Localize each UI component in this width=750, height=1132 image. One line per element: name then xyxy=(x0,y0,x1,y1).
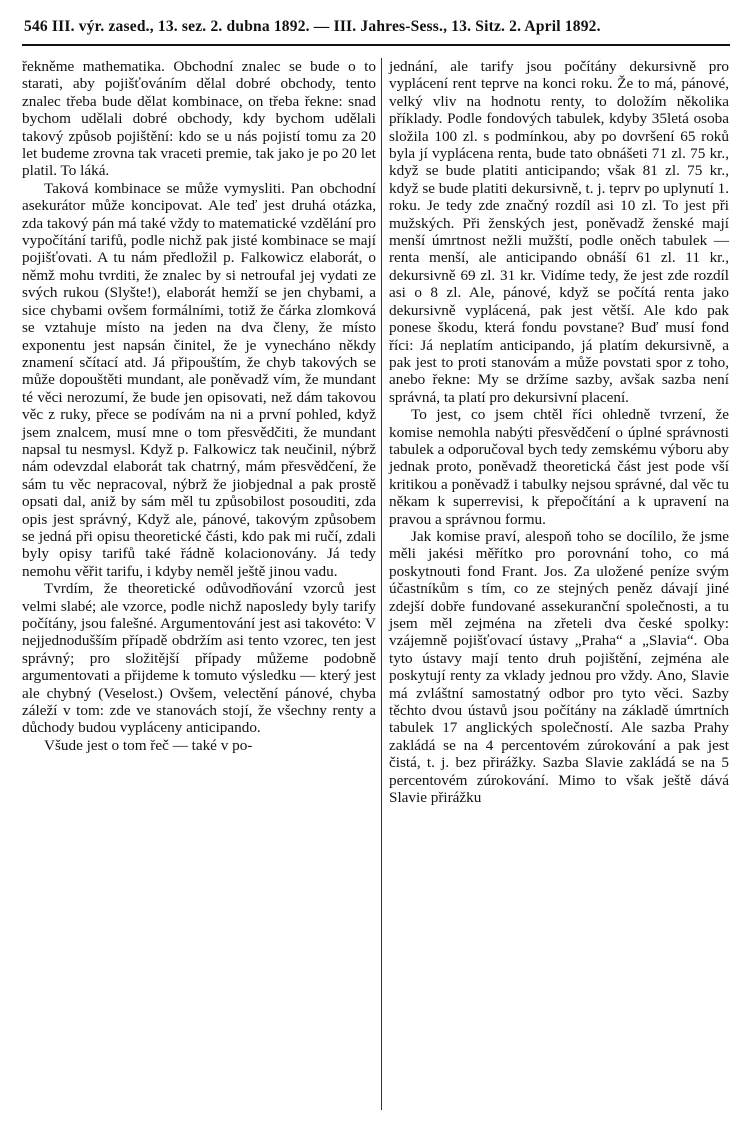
paragraph: Všude jest o tom řeč — také v po- xyxy=(44,736,253,754)
paragraph: Jak komise praví, alespoň toho se docílilo, že jsme měli jakési měřítko pro porovnání toho, co má poskytnouti fond Frant. Jos. Za uložené peníze svým účastníkům s tím, co ze stejných peněz dávají jiné zdejší dobře fundované assekuranční společnosti, a tu jsem měl zejména na zřeteli dva české spolky: vzájemně pojišťovací ústavy „Praha“ a „Slavia“. Oba tyto ústavy mají tento druh pojištění, zejména ale poskytují renty za vklady jednou pro vždy. Ano, Slavie má zvláštní samostatný odbor pro tyto věci. Sazby těchto dvou ústavů jsou počítány na základě úmrtních tabulek 17 anglických společností. Ale sazba Prahy zakládá se na 4 percentovém zúrokování a pak jest čistá, t. j. bez přirážky. Sazba Slavie zakládá se na 5 percentovém zúrokování. Mimo to však ještě dává Slavie přirážku xyxy=(389,527,729,807)
paragraph: jednání, ale tarify jsou počítány dekursivně pro vyplácení rent teprve na konci roku. Že to má, pánové, velký vliv na hodnotu renty, to doložím několika příklady. Podle fondových tabulek, kdyby 35letá osoba složila 100 zl. s podmínkou, aby po dovršení 65 roků byla jí vyplácena renta, bude tato obnášeti 71 zl. 75 kr., když se bude platiti anticipando; však 81 zl. 75 kr., když se bude platiti dekursivně, t. j. teprv po uplynutí 1. roku. Je tedy zde značný rozdíl asi 10 zl. To jest při mužských. Při ženských jest, poněvadž ženské mají menší úmrtnost nežli mužští, podle oněch tabulek — renta menší, ale anticipando obnáší 61 zl. 11 kr., dekursivně 69 zl. 31 kr. Vidíme tedy, že jest zde rozdíl asi o 8 zl. Ale, pánové, když se počítá renta jako dekursivně vyplácená, pak jest větší. Ale kdo pak ponese škodu, která fondu povstane? Buď musí fond říci: Já neplatím anticipando, já platím dekursivně, a pak jest to proti stanovám a může povstati spor z toho, anebo řekne: My se držíme sazby, avšak sazba není správná, ta platí pro dekursivní placení. xyxy=(389,58,729,406)
page-header: 546 III. výr. zased., 13. sez. 2. dubna 1892. — III. Jahres-Sess., 13. Sitz. 2. April 1892. xyxy=(24,18,601,35)
right-column xyxy=(389,58,729,806)
paragraph: řekněme mathematika. Obchodní znalec se bude o to starati, aby pojišťováním dělal dobré obchody, tento znalec třeba bude dělat kombinace, on třeba řekne: snad bychom udělali dobré obchody, kdy bychom udělali takový způsob pojištění: kdo se u nás pojistí tomu za 20 let budeme zrovna tak vraceti premie, tak jako je po 20 let platil. To láká. xyxy=(22,58,376,180)
column-divider xyxy=(381,58,382,1110)
paragraph: To jest, co jsem chtěl říci ohledně tvrzení, že komise nemohla nabýti přesvědčení o úplné správnosti tabulek a odporučoval bych tedy zemskému výboru aby jednak proto, poněvadž theoretická část jest pode vší kritikou a poněvadž i tabulky nejsou správné, dal věc tu někam k superrevisi, k přepočítání a k upravení na pravou a správnou formu. xyxy=(389,406,729,528)
left-column xyxy=(22,58,376,754)
header-rule xyxy=(22,44,730,46)
paragraph: Tvrdím, že theoretické odůvodňování vzorců jest velmi slabé; ale vzorce, podle nichž naposledy byly tarify počítány, jsou falešné. Argumentování jest asi takovéto: V nejjednodušším případě obdržím asi tento vzorec, ten jest správný; pro složitější případy můžeme podobně argumentovati a přijdeme k tomuto výsledku — který jest ale chybný (Veselost.) Ovšem, velectění pánové, chyba záleží v tom: zde ve stanovách stojí, že všechny renty a důchody budou vypláceny anticipando. xyxy=(22,580,376,737)
paragraph: Taková kombinace se může vymysliti. Pan obchodní asekurátor může koncipovat. Ale teď jest druhá otázka, zda takový pán má také vždy to matematické vzdělání pro vypočítání tarifů, podle nichž pak jisté kombinace se mají pojišťovati. A tu nám předložil p. Falkowicz elaborát, o němž mohu tvrditi, že znalec by si netroufal jej vydati ze svých rukou (Slyšte!), elaborát hemží se jen chybami, a sice chybami ovšem formálními, totiž že čárka zlomková se vztahuje místo na jeden na dva členy, že místo exponentu jest napsán činitel, že je vynecháno někdy znamení sčítací atd. Já připouštím, že chyb takových se může dopouštěti mundant, ale poněvadž vím, že mundant té věci nerozumí, že bude jen opisovati, než dám takovou věc z ruky, přece se podívám na ni a první pohled, když jsem znalcem, musí mne o tom přesvědčiti, že mundant napsal tu nesmysl. Když p. Falkowicz tak neučinil, nýbrž nám odevzdal elaborát tak chatrný, mám přesvědčení, že sám tu věc nepracoval, nýbrž že jiobjednal a pak prostě opsati dal, aniž by sám měl tu způsobilost posouditi, zda opis jest správný, Když ale, pánové, takovým způsobem se jedná při opisu theoretické části, kdo pak mi ručí, zdali byly opisy tarifů také řádně kolacionovány. Já tedy nemohu věřit tarifu, i kdyby neměl ještě jinou vadu. xyxy=(22,179,376,580)
